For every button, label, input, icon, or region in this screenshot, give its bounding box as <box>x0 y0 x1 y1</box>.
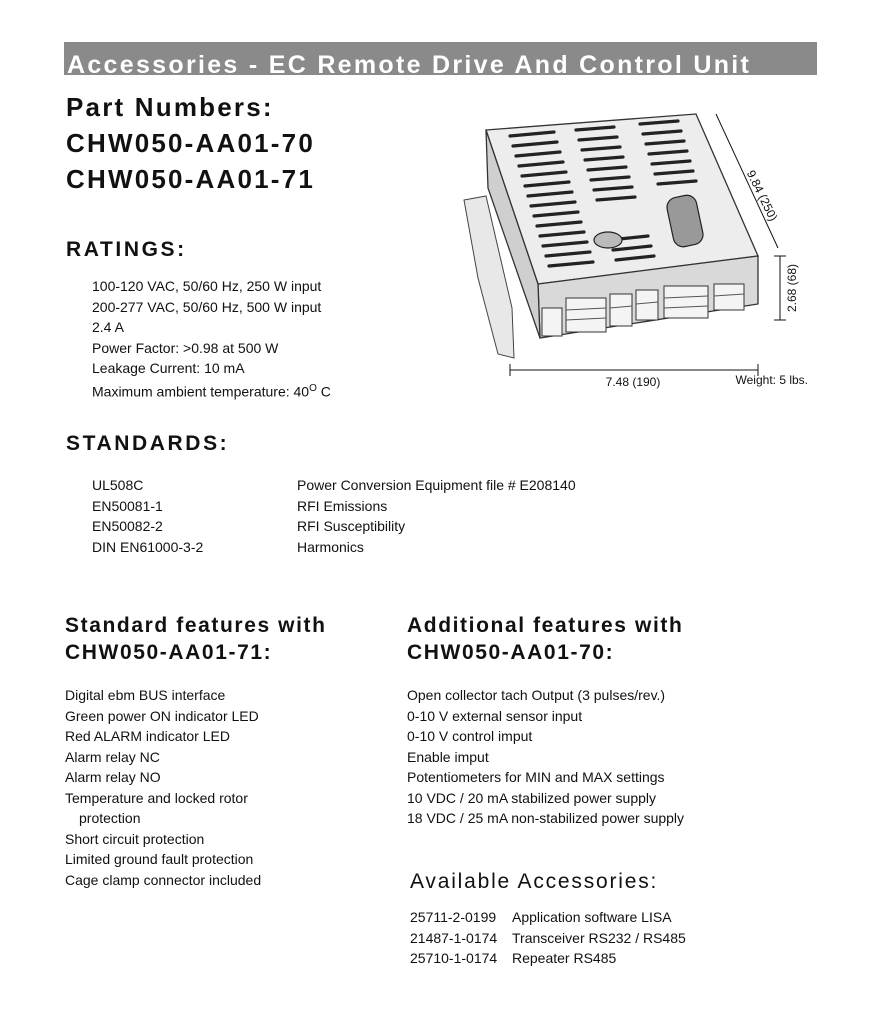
accessory-desc: Repeater RS485 <box>512 950 617 966</box>
part-number-2: CHW050-AA01-71 <box>66 164 315 194</box>
list-item: Limited ground fault protection <box>65 851 254 867</box>
standard-desc: RFI Susceptibility <box>297 518 406 534</box>
rating-item: 2.4 A <box>92 319 124 335</box>
accessory-row <box>410 907 686 928</box>
standard-desc: RFI Emissions <box>297 497 388 514</box>
accessories-heading: Available Accessories: <box>410 870 659 893</box>
max-temp-prefix: Maximum ambient temperature: 40 <box>92 383 310 400</box>
rating-item: 100-120 VAC, 50/60 Hz, 250 W input <box>92 278 322 294</box>
standard-features-list <box>65 685 261 890</box>
part-numbers-heading: Part Numbers: <box>66 92 274 122</box>
accessory-code: 21487-1-0174 <box>410 929 498 946</box>
additional-features-heading-line1: Additional features with <box>407 614 684 637</box>
list-item: 18 VDC / 25 mA non-stabilized power supply <box>407 810 685 826</box>
dimension-depth-label: 9.84 (250) <box>743 167 781 224</box>
rating-item: 200-277 VAC, 50/60 Hz, 500 W input <box>92 298 322 315</box>
list-item: Temperature and locked rotor <box>65 789 248 806</box>
standard-row <box>92 475 576 496</box>
weight-label: Weight: 5 lbs. <box>735 373 808 387</box>
additional-features-list <box>407 685 684 829</box>
ratings-list <box>92 276 331 402</box>
standards-table <box>92 475 576 557</box>
accessory-code: 25710-1-0174 <box>410 950 498 966</box>
accessory-row <box>410 948 686 969</box>
ratings-heading: RATINGS: <box>66 238 187 261</box>
rating-item: Power Factor: >0.98 at 500 W <box>92 339 279 356</box>
standard-row <box>92 537 576 558</box>
additional-features-heading <box>407 612 683 666</box>
max-temp-degree: O <box>309 382 317 394</box>
list-item: Potentiometers for MIN and MAX settings <box>407 769 665 785</box>
standard-row <box>92 516 576 537</box>
accessories-table <box>410 907 686 969</box>
rating-max-temp <box>92 379 331 402</box>
standard-features-heading-line1: Standard features with <box>65 614 327 637</box>
standard-code: EN50081-1 <box>92 497 163 514</box>
accessory-desc: Transceiver RS232 / RS485 <box>512 929 686 946</box>
page-header-title: Accessories - EC Remote Drive And Control Unit <box>64 42 817 75</box>
accessory-desc: Application software LISA <box>512 909 672 925</box>
accessory-row <box>410 928 686 949</box>
standard-desc: Power Conversion Equipment file # E208140 <box>297 477 576 493</box>
standard-row <box>92 496 576 517</box>
list-item: Green power ON indicator LED <box>65 707 259 724</box>
part-number-1: CHW050-AA01-70 <box>66 128 315 158</box>
list-item: Cage clamp connector included <box>65 871 262 888</box>
list-item: Digital ebm BUS interface <box>65 687 226 703</box>
list-item: Red ALARM indicator LED <box>65 728 230 744</box>
additional-features-heading-line2: CHW050-AA01-70: <box>407 641 615 664</box>
standard-code: EN50082-2 <box>92 518 163 534</box>
standard-code: DIN EN61000-3-2 <box>92 538 204 555</box>
product-figure <box>458 108 810 400</box>
accessory-code: 25711-2-0199 <box>410 909 497 925</box>
list-item: 0-10 V control imput <box>407 728 533 744</box>
max-temp-suffix: C <box>316 383 331 400</box>
standard-features-heading <box>65 612 327 666</box>
standard-features-heading-line2: CHW050-AA01-71: <box>65 641 273 664</box>
list-item: Alarm relay NO <box>65 769 161 785</box>
list-item: 0-10 V external sensor input <box>407 707 583 724</box>
list-item: Short circuit protection <box>65 830 205 847</box>
list-item: 10 VDC / 20 mA stabilized power supply <box>407 789 657 806</box>
standard-desc: Harmonics <box>297 538 364 555</box>
dimension-width-label: 7.48 (190) <box>605 375 661 389</box>
list-item: Alarm relay NC <box>65 748 160 765</box>
standard-code: UL508C <box>92 477 144 493</box>
standards-heading: STANDARDS: <box>66 432 230 455</box>
list-item: protection <box>79 810 141 826</box>
dimension-height-label: 2.68 (68) <box>785 263 799 313</box>
list-item: Enable imput <box>407 748 489 765</box>
unit-illustration <box>464 114 758 358</box>
rating-item: Leakage Current: 10 mA <box>92 360 245 376</box>
list-item: Open collector tach Output (3 pulses/rev.) <box>407 687 666 703</box>
